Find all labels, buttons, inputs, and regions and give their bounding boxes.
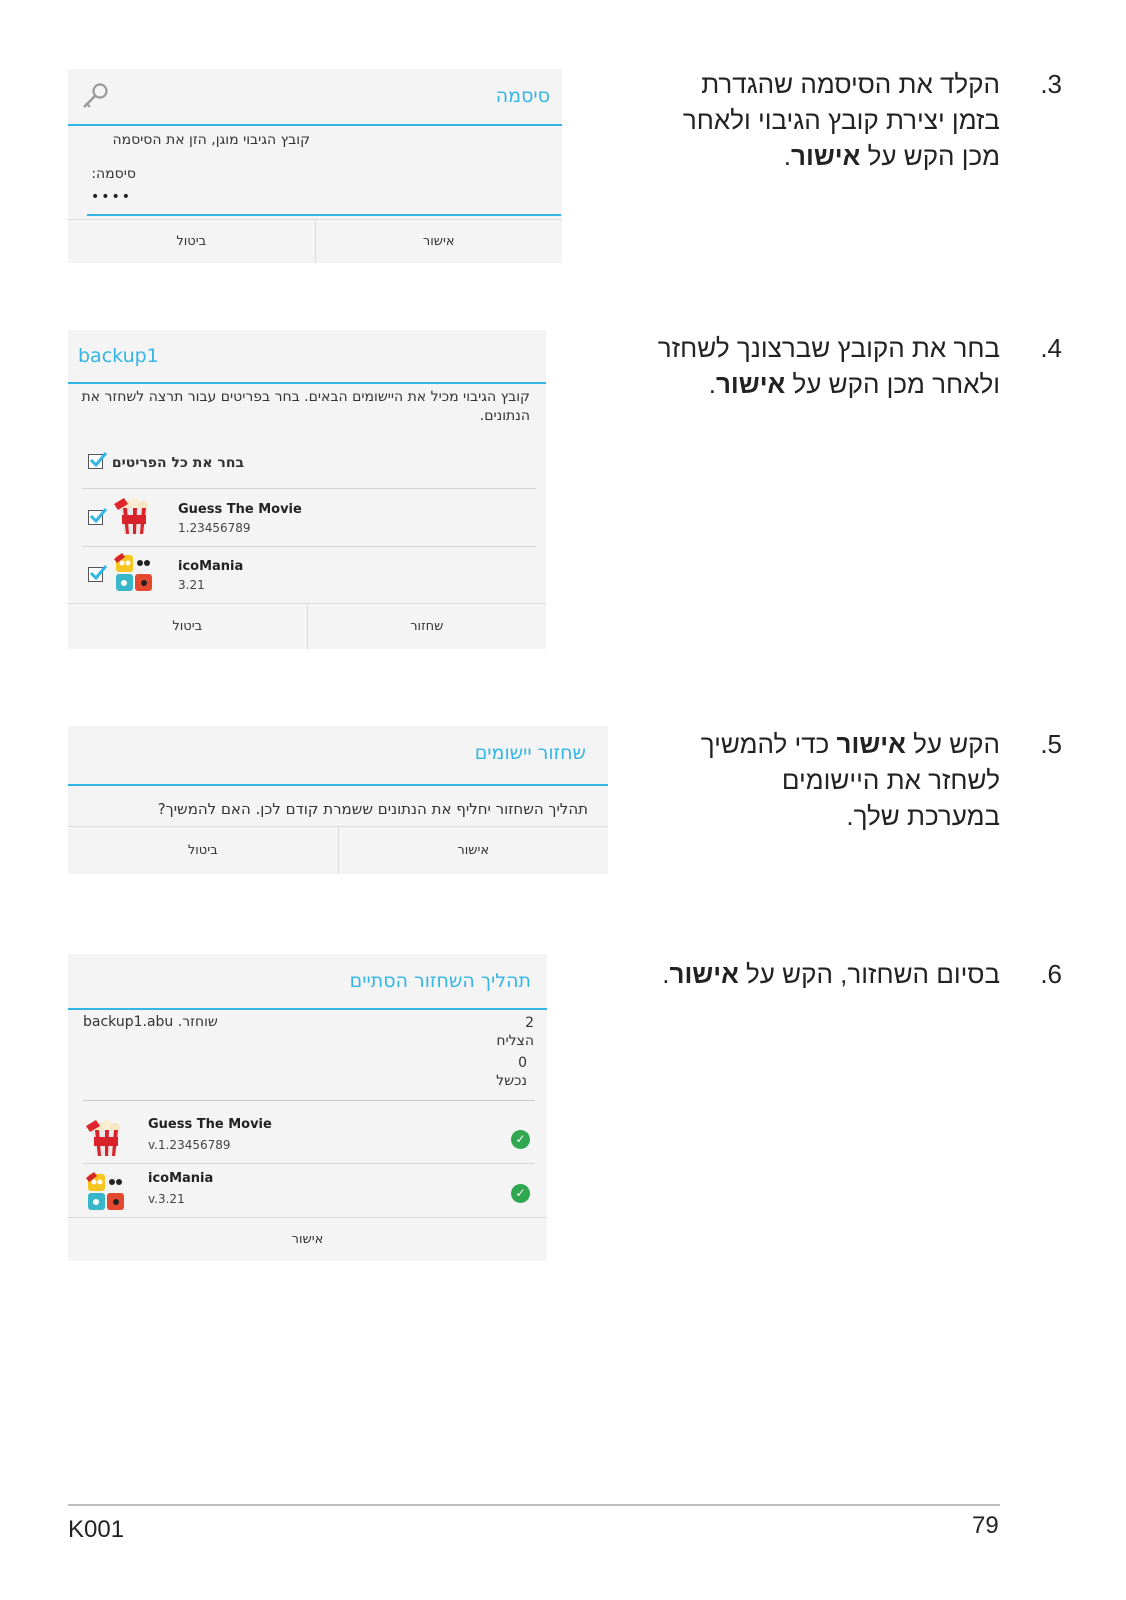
dialog-message: קובץ הגיבוי מכיל את היישומים הבאים. בחר בפריטים עבור תרצה לשחזר את הנתונים. bbox=[81, 389, 530, 424]
step-number: .5 bbox=[1040, 729, 1062, 759]
dialog-buttons bbox=[68, 1217, 547, 1261]
page-number: 79 bbox=[972, 1512, 999, 1539]
step-line: ולאחר מכן הקש על אישור. bbox=[708, 369, 1000, 399]
fail-count: 0 bbox=[518, 1055, 527, 1071]
step-3-instructions bbox=[682, 66, 1062, 174]
dialog-message: קובץ הגיבוי מוגן, הזן את הסיסמה bbox=[112, 132, 310, 148]
ok-button[interactable]: אישור bbox=[291, 1232, 324, 1247]
success-count: 2 bbox=[525, 1015, 534, 1031]
app-version: v.1.23456789 bbox=[148, 1138, 231, 1152]
cancel-button[interactable]: ביטול bbox=[172, 619, 203, 634]
dialog-title: backup1 bbox=[78, 345, 159, 367]
key-icon bbox=[80, 81, 110, 115]
backup-file-name: backup1.abu bbox=[83, 1014, 174, 1030]
password-value: •••• bbox=[91, 189, 133, 205]
model-number: K001 bbox=[68, 1516, 125, 1543]
icomania-icon bbox=[114, 553, 154, 593]
divider bbox=[82, 546, 536, 547]
step-line: הקש על אישור כדי להמשיך bbox=[700, 729, 1000, 759]
step-line: הקלד את הסיסמה שהגדרת bbox=[701, 69, 1000, 99]
icomania-icon bbox=[86, 1172, 126, 1212]
dialog-title: סיסמה bbox=[495, 85, 550, 107]
app-version: 1.23456789 bbox=[178, 521, 251, 535]
dialog-buttons bbox=[68, 826, 608, 874]
step-4-instructions bbox=[657, 330, 1062, 402]
cancel-button[interactable]: ביטול bbox=[187, 843, 218, 858]
title-divider bbox=[68, 124, 562, 126]
restore-confirm-dialog bbox=[68, 726, 608, 874]
success-label: הצליח bbox=[496, 1033, 534, 1049]
backup-select-dialog bbox=[68, 330, 546, 649]
password-label: סיסמה: bbox=[91, 166, 136, 182]
restore-finished-dialog bbox=[68, 954, 547, 1261]
step-bold-text: אישור bbox=[836, 729, 906, 759]
password-dialog bbox=[68, 69, 562, 263]
app-checkbox-guess-the-movie[interactable] bbox=[88, 510, 103, 525]
step-line: בזמן יצירת קובץ הגיבוי ולאחר bbox=[682, 105, 1000, 135]
step-line: מכן הקש על אישור. bbox=[783, 141, 1000, 171]
password-field[interactable] bbox=[87, 184, 561, 216]
app-checkbox-icomania[interactable] bbox=[88, 567, 103, 582]
dialog-buttons bbox=[68, 219, 562, 263]
cancel-button[interactable]: ביטול bbox=[176, 234, 207, 249]
check-circle-icon: ✓ bbox=[511, 1130, 530, 1149]
step-line: לשחזר את היישומים bbox=[781, 765, 1000, 795]
step-bold-text: אישור bbox=[715, 369, 786, 399]
step-number: .3 bbox=[1040, 69, 1062, 99]
title-divider bbox=[68, 1008, 547, 1010]
step-line: במערכת שלך. bbox=[846, 801, 1000, 831]
restored-label: שוחזר. bbox=[177, 1014, 218, 1030]
guess-the-movie-icon bbox=[114, 496, 154, 536]
divider bbox=[83, 1100, 535, 1101]
app-name: icoMania bbox=[148, 1171, 214, 1186]
step-bold-text: אישור bbox=[791, 141, 861, 171]
app-name: Guess The Movie bbox=[148, 1117, 272, 1132]
step-line: בחר את הקובץ שברצונך לשחזר bbox=[657, 333, 1000, 363]
footer-divider bbox=[68, 1504, 1000, 1506]
divider bbox=[83, 1163, 535, 1164]
step-6-instructions bbox=[662, 956, 1062, 992]
dialog-buttons bbox=[68, 603, 546, 649]
app-name: icoMania bbox=[178, 559, 244, 574]
step-number: .4 bbox=[1040, 333, 1062, 363]
select-all-checkbox[interactable] bbox=[88, 454, 103, 469]
app-name: Guess The Movie bbox=[178, 502, 302, 517]
step-line: בסיום השחזור, הקש על אישור. bbox=[662, 959, 1000, 989]
dialog-title: שחזור יישומים bbox=[474, 742, 586, 764]
ok-button[interactable]: אישור bbox=[315, 220, 563, 263]
step-5-instructions bbox=[700, 726, 1062, 834]
dialog-message: תהליך השחזור יחליף את הנתונים ששמרת קודם לכן. האם להמשיך? bbox=[157, 800, 588, 818]
dialog-title: תהליך השחזור הסתיים bbox=[349, 970, 531, 992]
app-version: 3.21 bbox=[178, 578, 205, 592]
guess-the-movie-icon bbox=[86, 1118, 126, 1158]
check-circle-icon: ✓ bbox=[511, 1184, 530, 1203]
fail-label: נכשל bbox=[496, 1073, 527, 1089]
title-divider bbox=[68, 784, 608, 786]
step-number: .6 bbox=[1040, 959, 1062, 989]
app-version: v.3.21 bbox=[148, 1192, 185, 1206]
divider bbox=[82, 488, 536, 489]
step-bold-text: אישור bbox=[669, 959, 739, 989]
select-all-label: בחר את כל הפריטים bbox=[111, 455, 244, 471]
title-divider bbox=[68, 382, 546, 384]
ok-button[interactable]: אישור bbox=[338, 827, 609, 874]
restore-button[interactable]: שחזור bbox=[307, 604, 547, 649]
restored-file-text bbox=[83, 1014, 218, 1030]
